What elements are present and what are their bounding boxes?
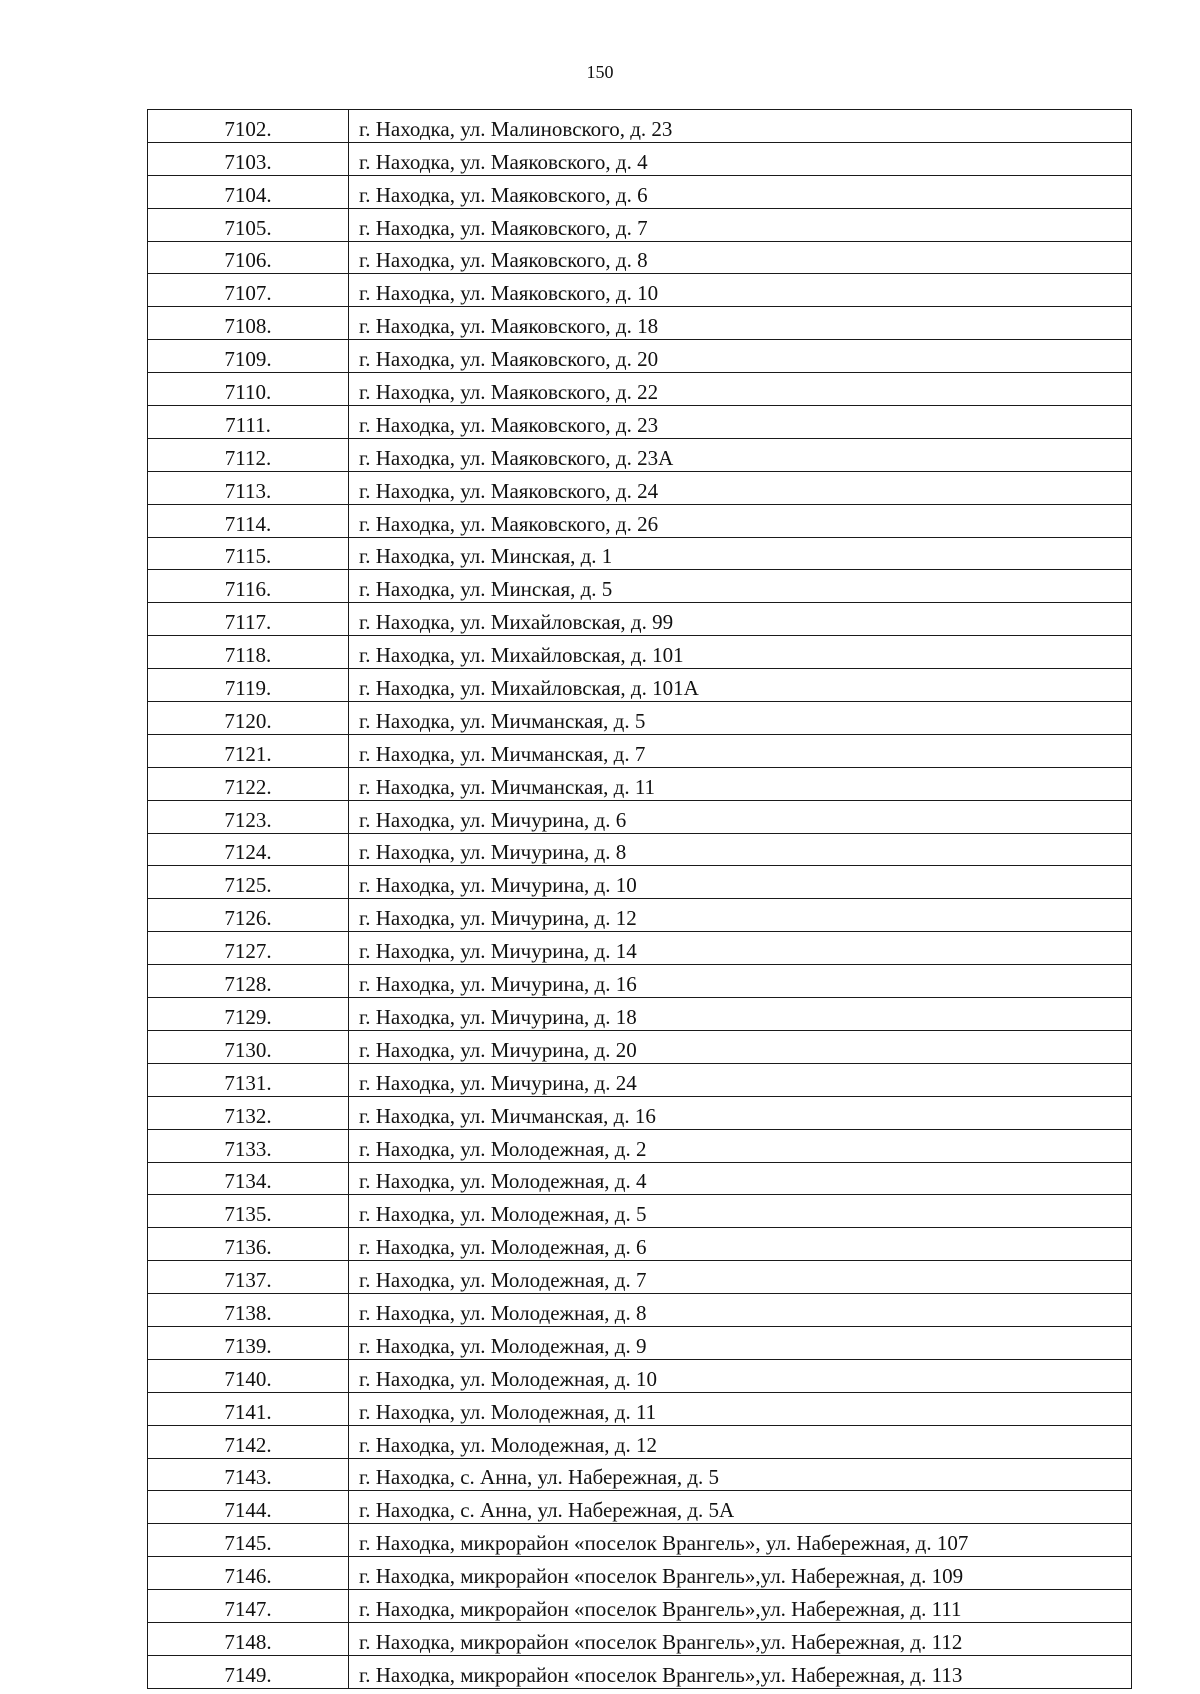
row-address: г. Находка, ул. Малиновского, д. 23 [349, 110, 1132, 143]
row-number: 7114. [148, 504, 349, 537]
row-number: 7130. [148, 1030, 349, 1063]
row-address: г. Находка, микрорайон «поселок Врангель»,ул. Набережная, д. 112 [349, 1622, 1132, 1655]
row-number: 7111. [148, 406, 349, 439]
table-row [148, 570, 1132, 603]
row-number: 7141. [148, 1392, 349, 1425]
row-address: г. Находка, ул. Мичурина, д. 8 [349, 833, 1132, 866]
row-number: 7137. [148, 1261, 349, 1294]
row-address: г. Находка, ул. Маяковского, д. 24 [349, 471, 1132, 504]
row-address: г. Находка, ул. Маяковского, д. 26 [349, 504, 1132, 537]
address-table-body [148, 110, 1132, 1689]
table-row [148, 1458, 1132, 1491]
table-row [148, 767, 1132, 800]
table-row [148, 1294, 1132, 1327]
table-row [148, 1392, 1132, 1425]
table-row [148, 965, 1132, 998]
table-row [148, 471, 1132, 504]
row-address: г. Находка, ул. Михайловская, д. 101 [349, 636, 1132, 669]
table-row [148, 1425, 1132, 1458]
table-row [148, 1129, 1132, 1162]
row-address: г. Находка, ул. Молодежная, д. 8 [349, 1294, 1132, 1327]
table-row [148, 1557, 1132, 1590]
table-row [148, 1228, 1132, 1261]
row-number: 7118. [148, 636, 349, 669]
row-number: 7126. [148, 899, 349, 932]
row-address: г. Находка, ул. Маяковского, д. 18 [349, 307, 1132, 340]
table-row [148, 373, 1132, 406]
row-number: 7144. [148, 1491, 349, 1524]
row-number: 7119. [148, 669, 349, 702]
table-row [148, 1622, 1132, 1655]
row-number: 7104. [148, 175, 349, 208]
row-address: г. Находка, ул. Минская, д. 1 [349, 537, 1132, 570]
table-row [148, 438, 1132, 471]
row-number: 7109. [148, 340, 349, 373]
row-number: 7116. [148, 570, 349, 603]
row-address: г. Находка, ул. Молодежная, д. 9 [349, 1326, 1132, 1359]
row-address: г. Находка, ул. Молодежная, д. 6 [349, 1228, 1132, 1261]
row-address: г. Находка, с. Анна, ул. Набережная, д. 5А [349, 1491, 1132, 1524]
row-number: 7147. [148, 1590, 349, 1623]
row-address: г. Находка, ул. Молодежная, д. 2 [349, 1129, 1132, 1162]
row-address: г. Находка, ул. Мичурина, д. 16 [349, 965, 1132, 998]
row-number: 7138. [148, 1294, 349, 1327]
row-number: 7123. [148, 800, 349, 833]
row-number: 7134. [148, 1162, 349, 1195]
row-address: г. Находка, ул. Маяковского, д. 8 [349, 241, 1132, 274]
page-number: 150 [586, 62, 614, 82]
row-address: г. Находка, ул. Молодежная, д. 7 [349, 1261, 1132, 1294]
row-address: г. Находка, ул. Мичманская, д. 5 [349, 702, 1132, 735]
table-row [148, 603, 1132, 636]
row-number: 7122. [148, 767, 349, 800]
table-row [148, 274, 1132, 307]
table-row [148, 702, 1132, 735]
row-number: 7140. [148, 1359, 349, 1392]
table-row [148, 1030, 1132, 1063]
table-row [148, 1491, 1132, 1524]
row-number: 7131. [148, 1063, 349, 1096]
row-number: 7145. [148, 1524, 349, 1557]
table-row [148, 175, 1132, 208]
row-number: 7136. [148, 1228, 349, 1261]
address-table [147, 109, 1132, 1689]
row-number: 7113. [148, 471, 349, 504]
row-number: 7139. [148, 1326, 349, 1359]
row-number: 7110. [148, 373, 349, 406]
row-address: г. Находка, ул. Маяковского, д. 23 [349, 406, 1132, 439]
row-address: г. Находка, ул. Мичманская, д. 7 [349, 734, 1132, 767]
row-number: 7128. [148, 965, 349, 998]
table-row [148, 1590, 1132, 1623]
row-number: 7103. [148, 142, 349, 175]
row-address: г. Находка, ул. Маяковского, д. 6 [349, 175, 1132, 208]
row-number: 7108. [148, 307, 349, 340]
row-address: г. Находка, ул. Мичурина, д. 24 [349, 1063, 1132, 1096]
row-number: 7132. [148, 1096, 349, 1129]
row-address: г. Находка, ул. Мичурина, д. 12 [349, 899, 1132, 932]
row-address: г. Находка, ул. Маяковского, д. 10 [349, 274, 1132, 307]
table-row [148, 1326, 1132, 1359]
row-address: г. Находка, ул. Маяковского, д. 23А [349, 438, 1132, 471]
row-number: 7143. [148, 1458, 349, 1491]
row-number: 7120. [148, 702, 349, 735]
row-address: г. Находка, ул. Маяковского, д. 7 [349, 208, 1132, 241]
row-address: г. Находка, микрорайон «поселок Врангель»,ул. Набережная, д. 111 [349, 1590, 1132, 1623]
table-row [148, 504, 1132, 537]
row-number: 7112. [148, 438, 349, 471]
row-address: г. Находка, ул. Михайловская, д. 99 [349, 603, 1132, 636]
row-number: 7125. [148, 866, 349, 899]
row-address: г. Находка, ул. Мичурина, д. 20 [349, 1030, 1132, 1063]
row-number: 7129. [148, 998, 349, 1031]
row-address: г. Находка, ул. Мичурина, д. 14 [349, 932, 1132, 965]
row-number: 7121. [148, 734, 349, 767]
row-address: г. Находка, микрорайон «поселок Врангель», ул. Набережная, д. 107 [349, 1524, 1132, 1557]
table-row [148, 1524, 1132, 1557]
row-number: 7127. [148, 932, 349, 965]
table-row [148, 537, 1132, 570]
table-row [148, 1359, 1132, 1392]
table-row [148, 899, 1132, 932]
row-address: г. Находка, микрорайон «поселок Врангель»,ул. Набережная, д. 109 [349, 1557, 1132, 1590]
row-address: г. Находка, ул. Мичурина, д. 18 [349, 998, 1132, 1031]
row-number: 7135. [148, 1195, 349, 1228]
table-row [148, 932, 1132, 965]
row-address: г. Находка, ул. Молодежная, д. 4 [349, 1162, 1132, 1195]
table-row [148, 406, 1132, 439]
table-row [148, 208, 1132, 241]
row-number: 7142. [148, 1425, 349, 1458]
row-number: 7133. [148, 1129, 349, 1162]
table-row [148, 866, 1132, 899]
row-number: 7107. [148, 274, 349, 307]
row-number: 7149. [148, 1655, 349, 1688]
row-address: г. Находка, микрорайон «поселок Врангель»,ул. Набережная, д. 113 [349, 1655, 1132, 1688]
row-address: г. Находка, ул. Маяковского, д. 4 [349, 142, 1132, 175]
table-row [148, 998, 1132, 1031]
table-row [148, 307, 1132, 340]
row-address: г. Находка, ул. Молодежная, д. 12 [349, 1425, 1132, 1458]
table-row [148, 1096, 1132, 1129]
row-number: 7115. [148, 537, 349, 570]
row-address: г. Находка, ул. Мичманская, д. 16 [349, 1096, 1132, 1129]
row-number: 7124. [148, 833, 349, 866]
row-address: г. Находка, ул. Минская, д. 5 [349, 570, 1132, 603]
row-number: 7105. [148, 208, 349, 241]
table-row [148, 669, 1132, 702]
row-address: г. Находка, ул. Молодежная, д. 5 [349, 1195, 1132, 1228]
row-number: 7102. [148, 110, 349, 143]
row-number: 7148. [148, 1622, 349, 1655]
table-row [148, 1162, 1132, 1195]
row-address: г. Находка, ул. Михайловская, д. 101А [349, 669, 1132, 702]
row-address: г. Находка, ул. Маяковского, д. 20 [349, 340, 1132, 373]
row-number: 7146. [148, 1557, 349, 1590]
table-row [148, 110, 1132, 143]
table-row [148, 142, 1132, 175]
row-address: г. Находка, ул. Маяковского, д. 22 [349, 373, 1132, 406]
row-address: г. Находка, ул. Мичурина, д. 6 [349, 800, 1132, 833]
row-address: г. Находка, ул. Мичманская, д. 11 [349, 767, 1132, 800]
table-row [148, 800, 1132, 833]
row-number: 7106. [148, 241, 349, 274]
table-row [148, 1063, 1132, 1096]
table-row [148, 1655, 1132, 1688]
table-row [148, 340, 1132, 373]
table-row [148, 833, 1132, 866]
table-row [148, 1261, 1132, 1294]
row-address: г. Находка, с. Анна, ул. Набережная, д. 5 [349, 1458, 1132, 1491]
table-row [148, 734, 1132, 767]
row-address: г. Находка, ул. Молодежная, д. 11 [349, 1392, 1132, 1425]
row-address: г. Находка, ул. Молодежная, д. 10 [349, 1359, 1132, 1392]
row-number: 7117. [148, 603, 349, 636]
table-row [148, 1195, 1132, 1228]
row-address: г. Находка, ул. Мичурина, д. 10 [349, 866, 1132, 899]
table-row [148, 241, 1132, 274]
table-row [148, 636, 1132, 669]
